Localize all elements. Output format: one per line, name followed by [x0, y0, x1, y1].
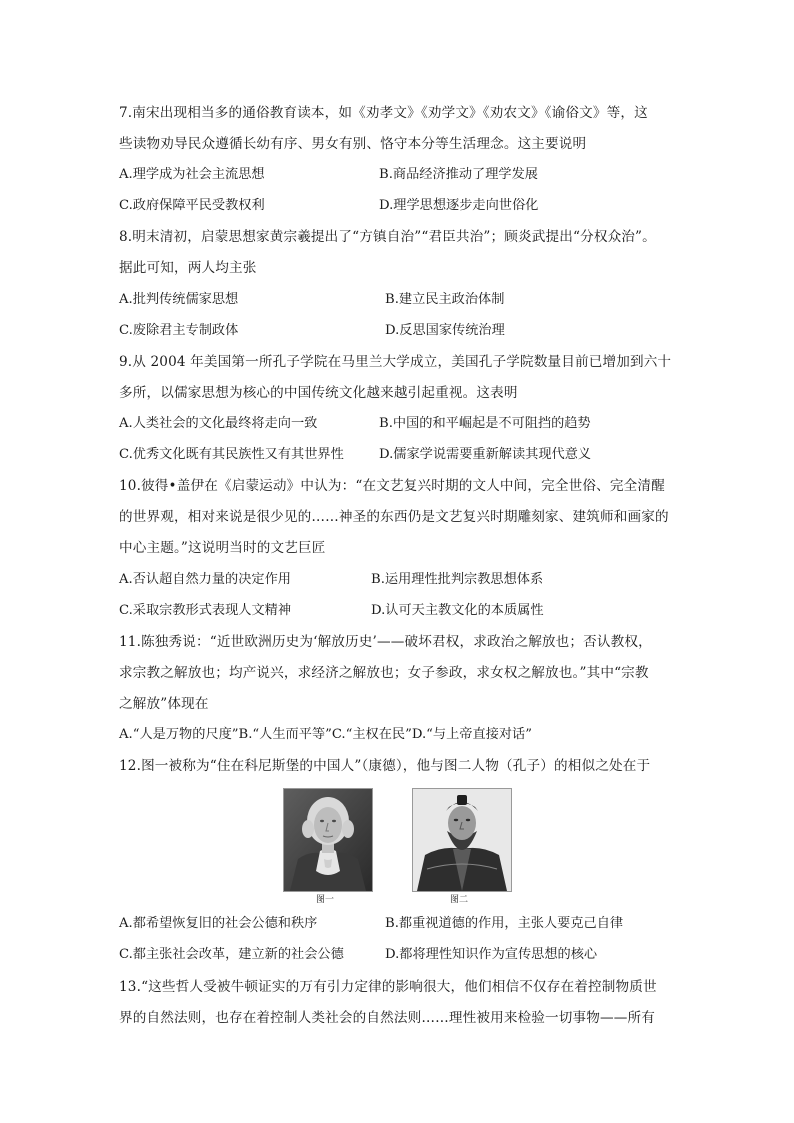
q11-stem-line-1: 11.陈独秀说：“近世欧洲历史为‘解放历史’——破坏君权，求政治之解放也；否认教权，	[119, 634, 652, 650]
q7-option-b: B.商品经济推动了理学发展	[379, 167, 538, 182]
q8-option-c: C.废除君主专制政体	[119, 323, 239, 338]
q9-option-a: A.人类社会的文化最终将走向一致	[119, 416, 318, 431]
q12-option-b: B.都重视道德的作用，主张人要克己自律	[385, 916, 624, 931]
q9-option-c: C.优秀文化既有其民族性又有其世界性	[119, 447, 344, 462]
q10-stem-line-2: 的世界观，相对来说是很少见的……神圣的东西仍是文艺复兴时期雕刻家、建筑师和画家的	[119, 509, 669, 525]
q11-stem-line-3: 之解放”体现在	[119, 696, 209, 712]
q8-option-a: A.批判传统儒家思想	[119, 292, 239, 307]
q7-option-d: D.理学思想逐步走向世俗化	[379, 198, 539, 213]
q11-options: A.“人是万物的尺度”B.“人生而平等”C.“主权在民”D.“与上帝直接对话”	[119, 727, 532, 742]
q8-option-d: D.反思国家传统治理	[385, 323, 505, 338]
q11-stem-line-2: 求宗教之解放也；均产说兴，求经济之解放也；女子参政，求女权之解放也。”其中“宗教	[119, 665, 649, 681]
q10-option-a: A.否认超自然力量的决定作用	[119, 572, 291, 587]
q7-option-a: A.理学成为社会主流思想	[119, 167, 265, 182]
q10-stem-line-1: 10.彼得•盖伊在《启蒙运动》中认为：“在文艺复兴时期的文人中间，完全世俗、完全清醒	[119, 478, 665, 494]
q12-option-a: A.都希望恢复旧的社会公德和秩序	[119, 916, 318, 931]
q8-stem-line-2: 据此可知，两人均主张	[119, 260, 257, 276]
q10-option-c: C.采取宗教形式表现人文精神	[119, 603, 292, 618]
q10-option-d: D.认可天主教文化的本质属性	[371, 603, 544, 618]
q9-stem-line-1: 9.从 2004 年美国第一所孔子学院在马里兰大学成立，美国孔子学院数量目前已增加到六十	[119, 354, 672, 370]
figure-1-caption: 图一	[316, 895, 335, 905]
confucius-portrait-image	[413, 789, 511, 891]
q8-stem-line-1: 8.明末清初，启蒙思想家黄宗羲提出了“方镇自治”“君臣共治”；顾炎武提出“分权众治”。	[119, 229, 656, 245]
q12-option-c: C.都主张社会改革，建立新的社会公德	[119, 947, 344, 962]
q8-option-b: B.建立民主政治体制	[385, 292, 505, 307]
figure-2-confucius-portrait	[412, 788, 512, 892]
q7-option-c: C.政府保障平民受教权利	[119, 198, 265, 213]
q9-option-d: D.儒家学说需要重新解读其现代意义	[379, 447, 592, 462]
figure-1-kant-portrait	[283, 788, 373, 892]
q12-option-d: D.都将理性知识作为宣传思想的核心	[385, 947, 598, 962]
q7-stem-line-1: 7.南宋出现相当多的通俗教育读本，如《劝孝文》《劝学文》《劝农文》《谕俗文》等，这	[119, 105, 648, 121]
q13-stem-line-2: 界的自然法则，也存在着控制人类社会的自然法则……理性被用来检验一切事物——所有	[119, 1010, 656, 1026]
q10-stem-line-3: 中心主题。”这说明当时的文艺巨匠	[119, 540, 326, 556]
q12-stem-line-1: 12.图一被称为“住在科尼斯堡的中国人”（康德），他与图二人物（孔子）的相似之处在于	[119, 758, 651, 774]
kant-portrait-image	[284, 789, 372, 891]
q9-option-b: B.中国的和平崛起是不可阻挡的趋势	[379, 416, 591, 431]
q7-stem-line-2: 些读物劝导民众遵循长幼有序、男女有别、恪守本分等生活理念。这主要说明	[119, 136, 587, 152]
q9-stem-line-2: 多所，以儒家思想为核心的中国传统文化越来越引起重视。这表明	[119, 385, 518, 401]
q13-stem-line-1: 13.“这些哲人受被牛顿证实的万有引力定律的影响很大，他们相信不仅存在着控制物质世	[119, 979, 657, 995]
q10-option-b: B.运用理性批判宗教思想体系	[371, 572, 544, 587]
figure-2-caption: 图二	[450, 895, 469, 905]
